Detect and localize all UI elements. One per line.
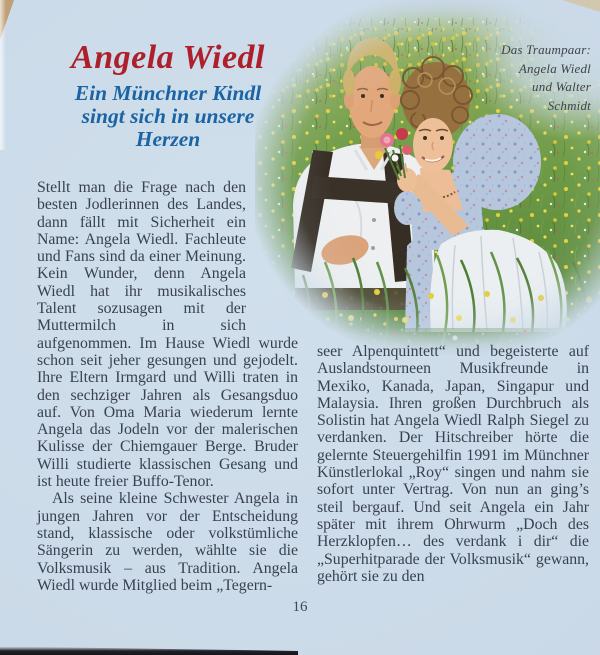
photo-caption — [459, 41, 591, 115]
article-paragraph: seer Alpenquintett“ und begeisterte auf Auslandstourneen Musikfreunde in Mexiko, Kanada, Japan, Singapur und Malaysia. Ihren großen Durchbruch als Solistin hat Angela Wiedl Ralph Siegel zu verdanken. Der Hitschreiber hörte die gelernte Steuergehilfin 1991 im Münchner Künstlerlokal „Roy“ singen und nahm sie sofort unter Vertrag. Von nun an ging’s steil bergauf. Und seit Angela ein Jahr später mit ihrem Ohrwurm „Doch des Herzklopfen… des verdank i dir“ die „Superhitparade der Volksmusik“ gewann, gehört sie zu den — [317, 343, 589, 585]
article-paragraph: Als seine kleine Schwester Angela in jungen Jahren vor der Entscheidung stand, klassische oder volkstümliche Sängerin zu werden, wählte sie die Volksmusik – aus Tradition. Angela Wiedl wurde Mitglied beim „Tegern- — [37, 490, 298, 594]
page-edge-left — [0, 0, 6, 150]
article-left-column — [37, 179, 298, 594]
page-subtitle-line: Ein Münchner Kindl — [74, 81, 262, 105]
headline-block — [36, 40, 300, 151]
photo-caption-line: Schmidt — [547, 97, 591, 113]
photo-caption-line: Das Traumpaar: — [501, 42, 591, 57]
page-subtitle-line: singt sich in unsere — [81, 104, 255, 128]
page-number: 16 — [292, 599, 308, 615]
page-title: Angela Wiedl — [71, 39, 265, 76]
page-subtitle-line: Herzen — [135, 127, 201, 151]
photo-text-wrap-spacer — [246, 179, 298, 334]
article-right-column — [317, 343, 589, 585]
page-edge-bottom-shadow — [0, 646, 298, 655]
photo-caption-line: Angela Wiedl — [518, 60, 591, 76]
photo-caption-line: und Walter — [532, 79, 591, 94]
page-subtitle — [36, 82, 300, 151]
article-paragraph: Stellt man die Frage nach den besten Jodlerinnen des Landes, dann fällt mit Sicherheit ein Name: Angela Wiedl. Fachleute und Fans sind da einer Meinung. Kein Wunder, denn Angela Wiedl hat ihr musikalisches Talent sozusagen mit der Muttermilch in sich aufgenommen. Im Hause Wiedl wurde schon seit jeher gesungen und gejodelt. Ihre Eltern Irmgard und Willi traten in den sechziger Jahren als Gesangsduo auf. Von Oma Maria wiederum lernte Angela das Jodeln vor der malerischen Kulisse der Chiemgauer Berge. Bruder Willi studierte klassischen Gesang und ist heute freier Buffo-Tenor. — [37, 179, 298, 491]
